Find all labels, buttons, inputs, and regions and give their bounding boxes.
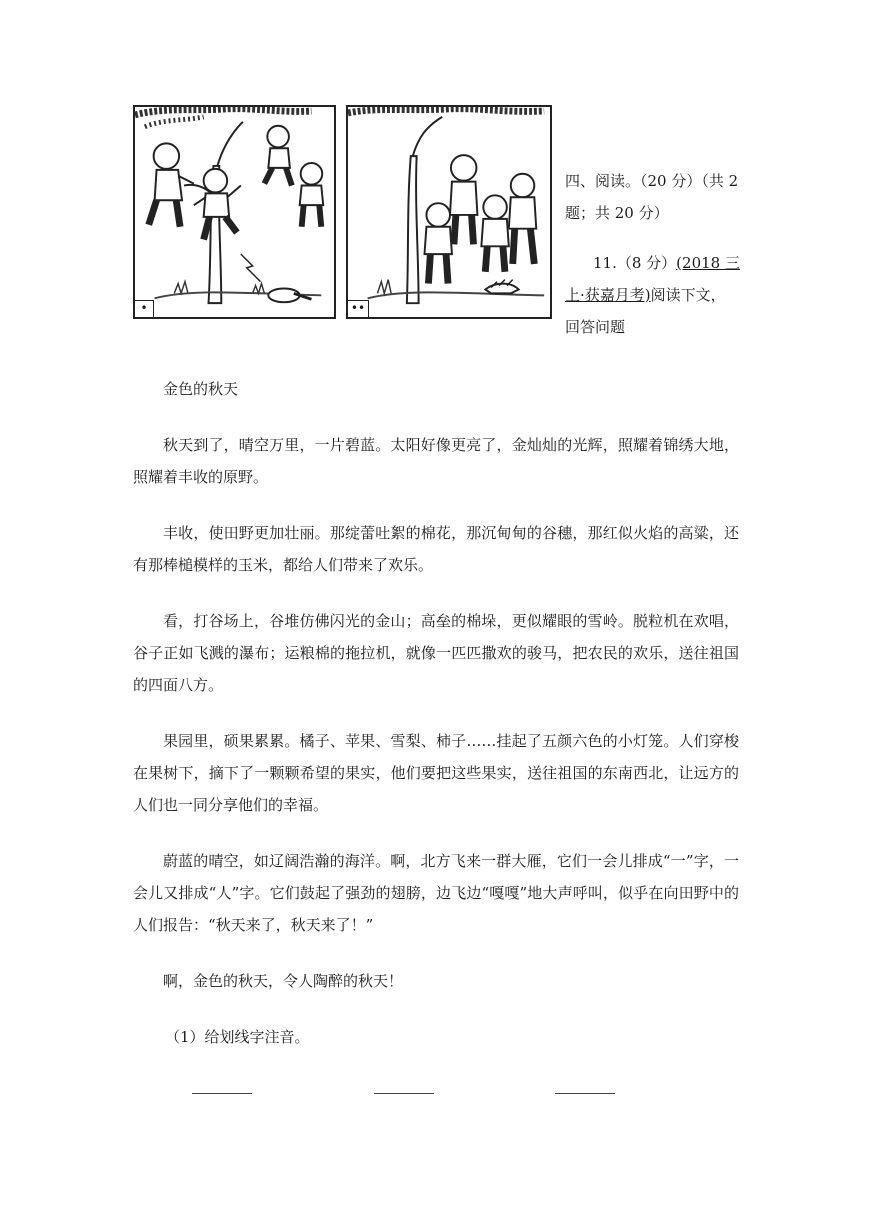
panel-1-marker: • [135,300,154,317]
answer-blank[interactable] [192,1093,252,1094]
kids-jumping-illustration [135,107,334,317]
question-header [565,165,740,343]
passage-paragraph: 秋天到了，晴空万里，一片碧蓝。太阳好像更亮了，金灿灿的光辉，照耀着锦绣大地，照耀着丰收的原野。 [133,436,739,486]
answer-blanks [0,1085,869,1105]
question-number: 11.（8 分） [593,254,677,272]
question-instruction: 阅读下文，回答问题 [565,286,726,336]
reading-passage [133,373,739,1077]
passage-paragraph: 啊，金色的秋天，令人陶醉的秋天！ [163,972,404,990]
passage-paragraph: 蔚蓝的晴空，如辽阔浩瀚的海洋。啊，北方飞来一群大雁，它们一会儿排成“一”字，一会儿又排成“人”字。它们鼓起了强劲的翅膀，边飞边“嘎嘎”地大声呼叫，似乎在向田野中的人们报告：“秋天来了，秋天来了！” [133,852,739,934]
answer-blank[interactable] [374,1093,434,1094]
passage-paragraph: 丰收，使田野更加壮丽。那绽蕾吐絮的棉花，那沉甸甸的谷穗，那红似火焰的高粱，还有那棒槌模样的玉米，都给人们带来了欢乐。 [133,524,739,574]
section-heading-line-1: 四、阅读。（20 分）（共 2 [565,172,739,190]
passage-paragraph: 果园里，硕果累累。橘子、苹果、雪梨、柿子……挂起了五颜六色的小灯笼。人们穿梭在果树下，摘下了一颗颗希望的果实，他们要把这些果实，送往祖国的东南西北，让远方的人们也一同分享他们的幸福。 [133,732,739,814]
illustration-panel-2 [346,105,552,319]
panel-2-marker: •• [348,300,369,317]
answer-blank[interactable] [555,1093,615,1094]
subquestion-1: （1）给划线字注音。 [165,1028,310,1046]
passage-title: 金色的秋天 [163,380,239,398]
illustration-panel-1 [133,105,336,319]
question-11 [565,247,740,343]
question-source-link[interactable]: (2018 三上·获嘉月考) [565,254,740,304]
section-heading-line-2: 题；共 20 分） [565,204,669,222]
kids-looking-illustration [348,107,550,317]
passage-paragraph: 看，打谷场上，谷堆仿佛闪光的金山；高垒的棉垛，更似耀眼的雪岭。脱粒机在欢唱，谷子正如飞溅的瀑布；运粮棉的拖拉机，就像一匹匹撒欢的骏马，把农民的欢乐，送往祖国的四面八方。 [133,612,739,694]
